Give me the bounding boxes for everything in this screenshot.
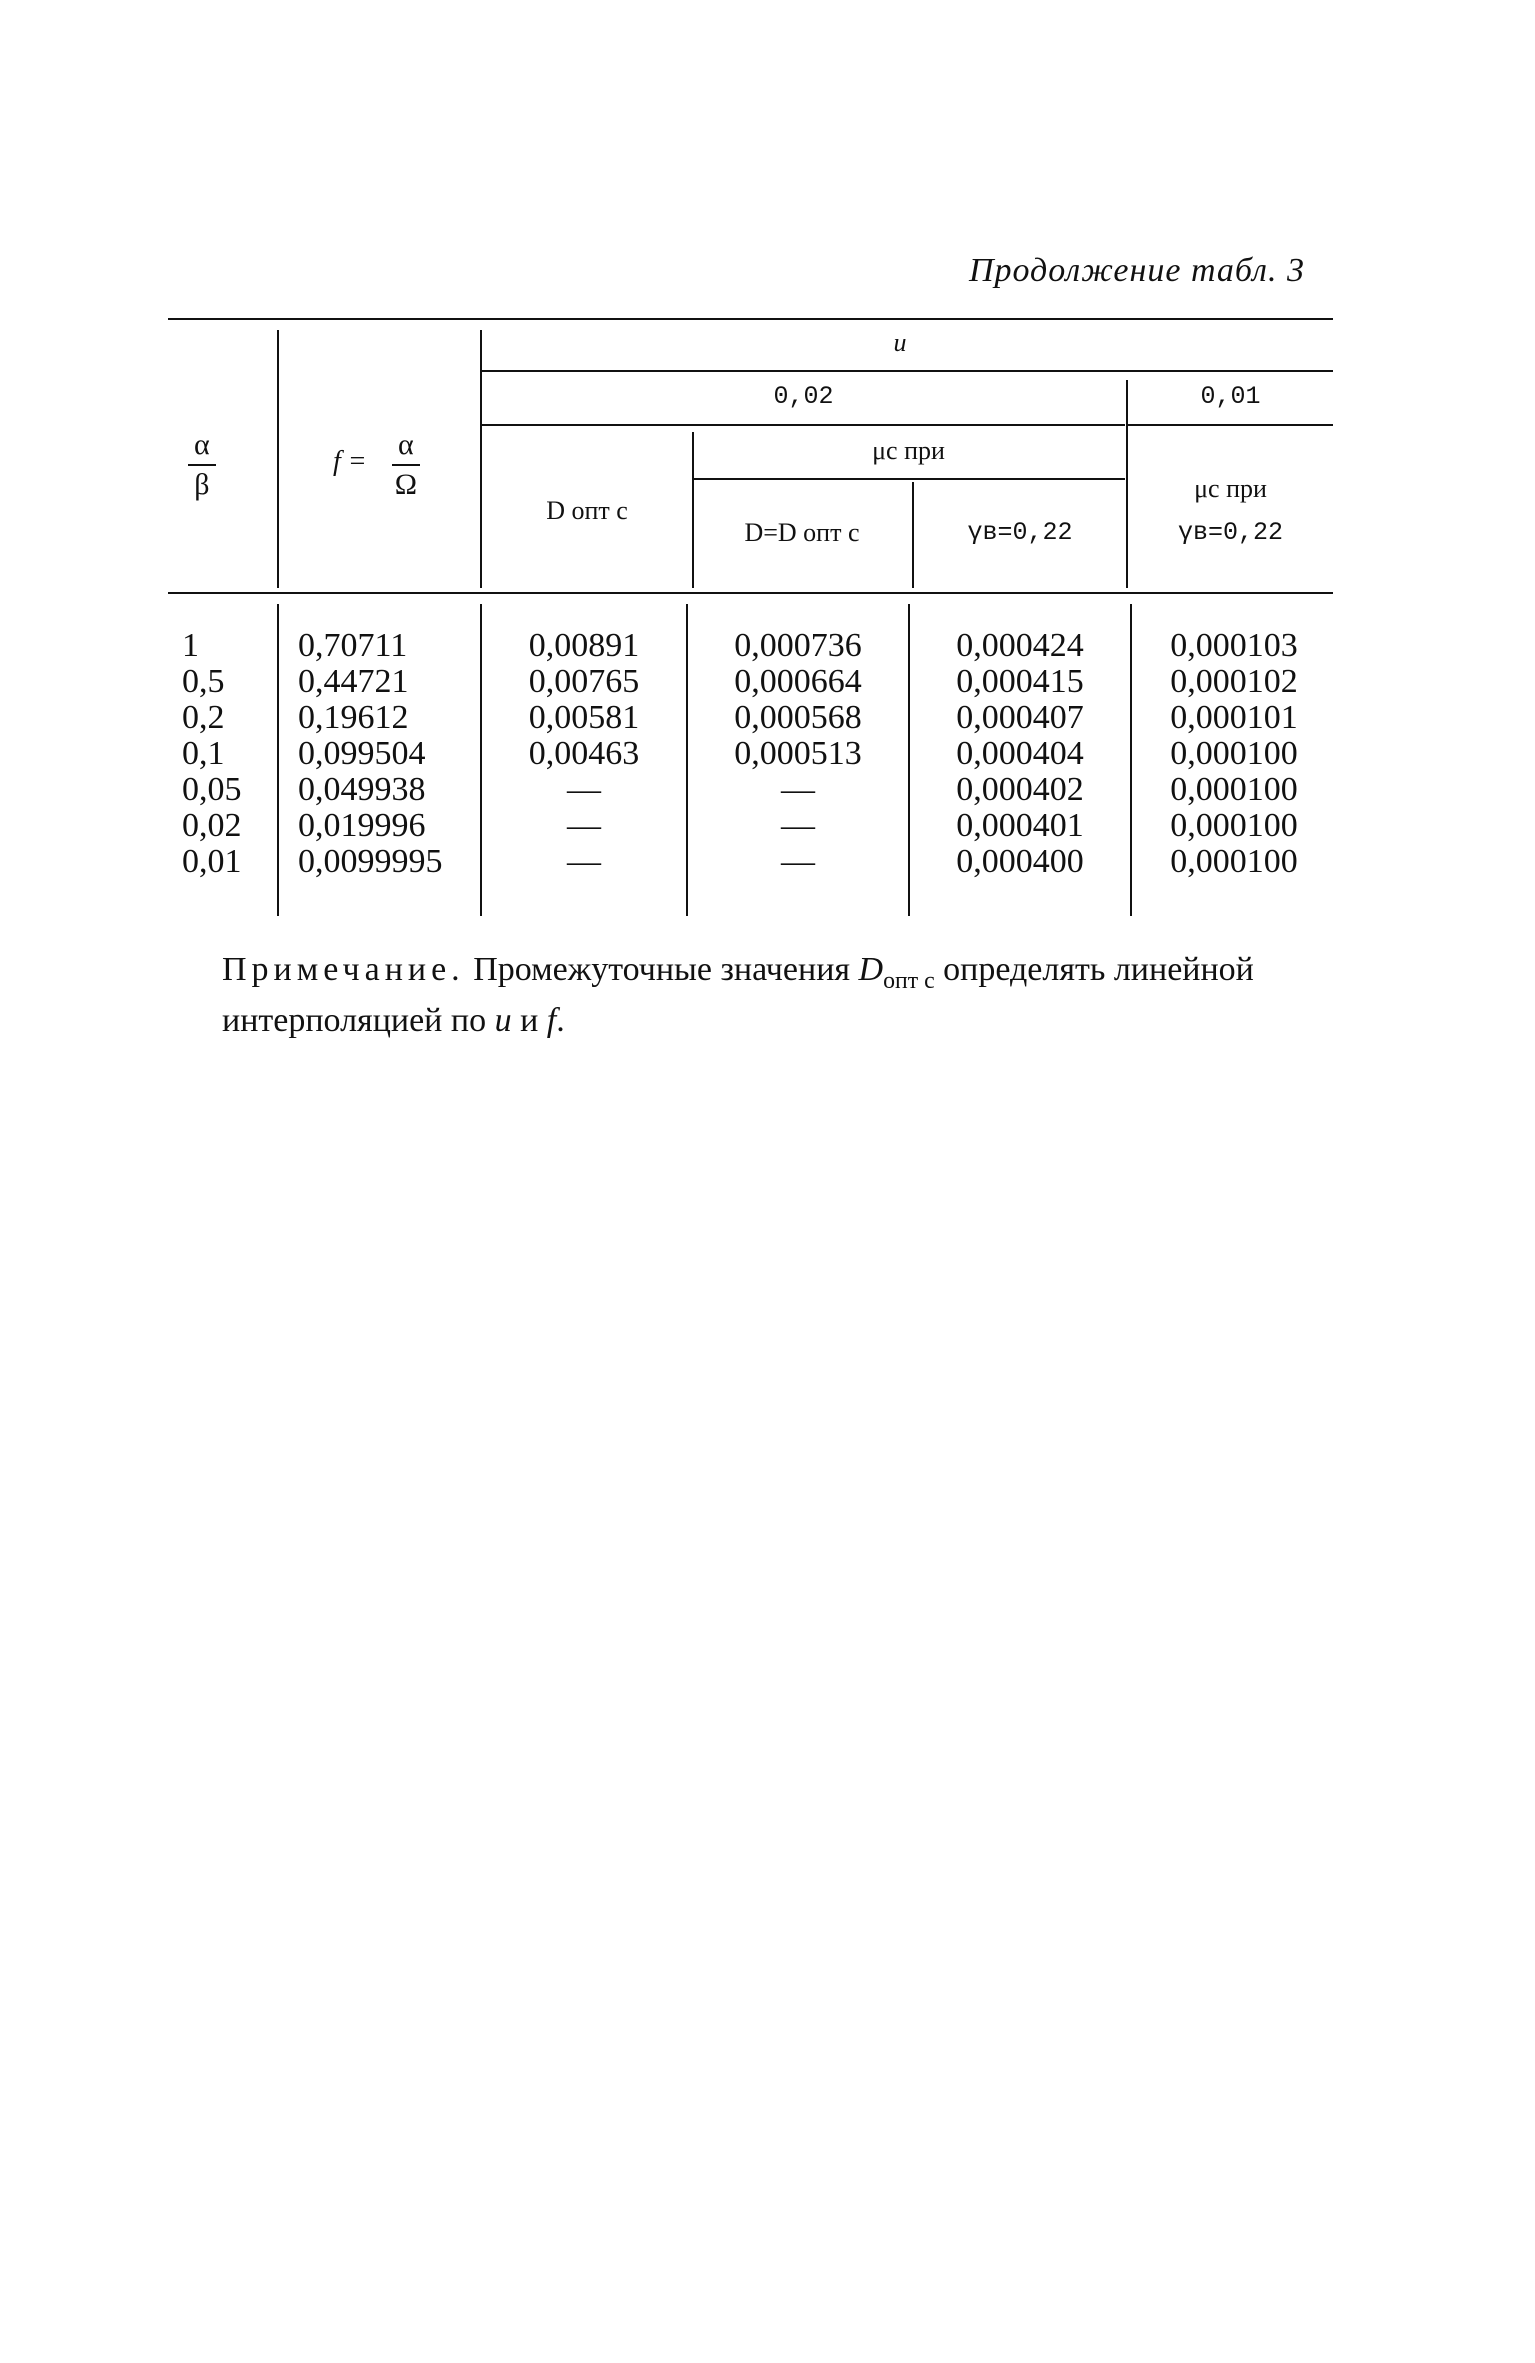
gamma-022-header: γв=0,22 <box>967 518 1073 547</box>
table-cell: 0,00891 <box>528 627 640 664</box>
col-dopt <box>486 628 682 880</box>
note-text: Промежуточные значения <box>464 951 859 988</box>
table-cell: 0,049938 <box>298 771 426 808</box>
mu-c-pri-001-header: μс при <box>1194 474 1267 503</box>
table-cell: 0,000100 <box>1170 843 1298 880</box>
col-mu-d <box>690 628 906 880</box>
col-mu-gamma <box>912 628 1128 880</box>
table-cell: 0,00765 <box>528 663 640 700</box>
mu-rule <box>692 478 1125 480</box>
col-mu-001 <box>1134 628 1334 880</box>
table-cell: 0,000103 <box>1170 627 1298 664</box>
vsep-1-body <box>277 604 279 916</box>
d-opt-c-header: D опт с <box>546 496 628 525</box>
table-cell: 0,000100 <box>1170 735 1298 772</box>
u-header: u <box>893 328 907 357</box>
table-cell: 0,2 <box>182 699 225 736</box>
note-var-f: f <box>546 1001 557 1039</box>
u-rule <box>482 370 1333 372</box>
table-cell: 0,019996 <box>298 807 426 844</box>
u001-rule <box>1128 424 1333 426</box>
table-cell: — <box>567 771 601 808</box>
table-cell: — <box>567 843 601 880</box>
vsep-4-body <box>908 604 910 916</box>
table-cell: 0,000407 <box>956 699 1084 736</box>
note-text: определять линейной интерполяцией по <box>222 951 1254 1039</box>
table-cell: 0,000664 <box>734 663 862 700</box>
u-001-header: 0,01 <box>1200 382 1261 411</box>
vsep-3-body <box>686 604 688 916</box>
table-cell: 0,000401 <box>956 807 1084 844</box>
table-cell: 0,000100 <box>1170 807 1298 844</box>
table-cell: 0,00463 <box>528 735 640 772</box>
table-cell: — <box>567 807 601 844</box>
gamma-022-001-header: γв=0,22 <box>1177 518 1284 547</box>
table-cell: 0,1 <box>182 735 225 772</box>
table-cell: — <box>781 807 815 844</box>
col-alpha-beta <box>182 628 272 880</box>
vsep-5-body <box>1130 604 1132 916</box>
mu-c-pri-header: μс при <box>872 436 945 465</box>
vsep-2-body <box>480 604 482 916</box>
header-bottom-rule <box>168 592 1333 594</box>
table-cell: 1 <box>182 627 199 664</box>
table-cell: 0,000513 <box>734 735 862 772</box>
table-cell: 0,70711 <box>298 627 408 664</box>
u002-rule <box>482 424 1125 426</box>
f-formula-fraction: $\frac{\alpha}{\Omega}$ <box>392 428 420 502</box>
table-cell: 0,000568 <box>734 699 862 736</box>
table-cell: 0,5 <box>182 663 225 700</box>
table-cell: 0,000736 <box>734 627 862 664</box>
note-var-u: u <box>494 1001 512 1039</box>
table-note <box>222 950 1342 1041</box>
table-cell: 0,000424 <box>956 627 1084 664</box>
col-f <box>298 628 478 880</box>
table-cell: — <box>781 771 815 808</box>
table-cell: 0,000415 <box>956 663 1084 700</box>
table-cell: 0,0099995 <box>298 843 443 880</box>
note-text: . <box>556 1001 565 1039</box>
table-cell: 0,000101 <box>1170 699 1298 736</box>
note-text: и <box>511 1001 547 1039</box>
table-cell: — <box>781 843 815 880</box>
table-cell: 0,099504 <box>298 735 426 772</box>
note-sub: опт с <box>883 967 935 994</box>
table-cell: 0,01 <box>182 843 242 880</box>
note-label: Примечание. <box>222 951 465 988</box>
vsep-2-header <box>480 330 482 588</box>
d-eq-dopt-header: D=D опт с <box>744 518 860 547</box>
note-var-d: D <box>858 951 884 988</box>
alpha-over-beta-header: $\frac{\alpha}{\beta}$ <box>188 428 216 502</box>
table-cell: 0,19612 <box>298 699 409 736</box>
table-cell: 0,000100 <box>1170 771 1298 808</box>
u-002-header: 0,02 <box>773 382 834 411</box>
f-formula-lhs: f = <box>333 446 367 477</box>
table-cell: 0,02 <box>182 807 242 844</box>
table-cell: 0,44721 <box>298 663 409 700</box>
table-top-rule <box>168 318 1333 320</box>
table-caption: Продолжение табл. 3 <box>968 252 1305 289</box>
vsep-1-header <box>277 330 279 588</box>
table-cell: 0,00581 <box>528 699 640 736</box>
table-cell: 0,000404 <box>956 735 1084 772</box>
table-cell: 0,000400 <box>956 843 1084 880</box>
table-cell: 0,000402 <box>956 771 1084 808</box>
table-cell: 0,000102 <box>1170 663 1298 700</box>
table-cell: 0,05 <box>182 771 242 808</box>
